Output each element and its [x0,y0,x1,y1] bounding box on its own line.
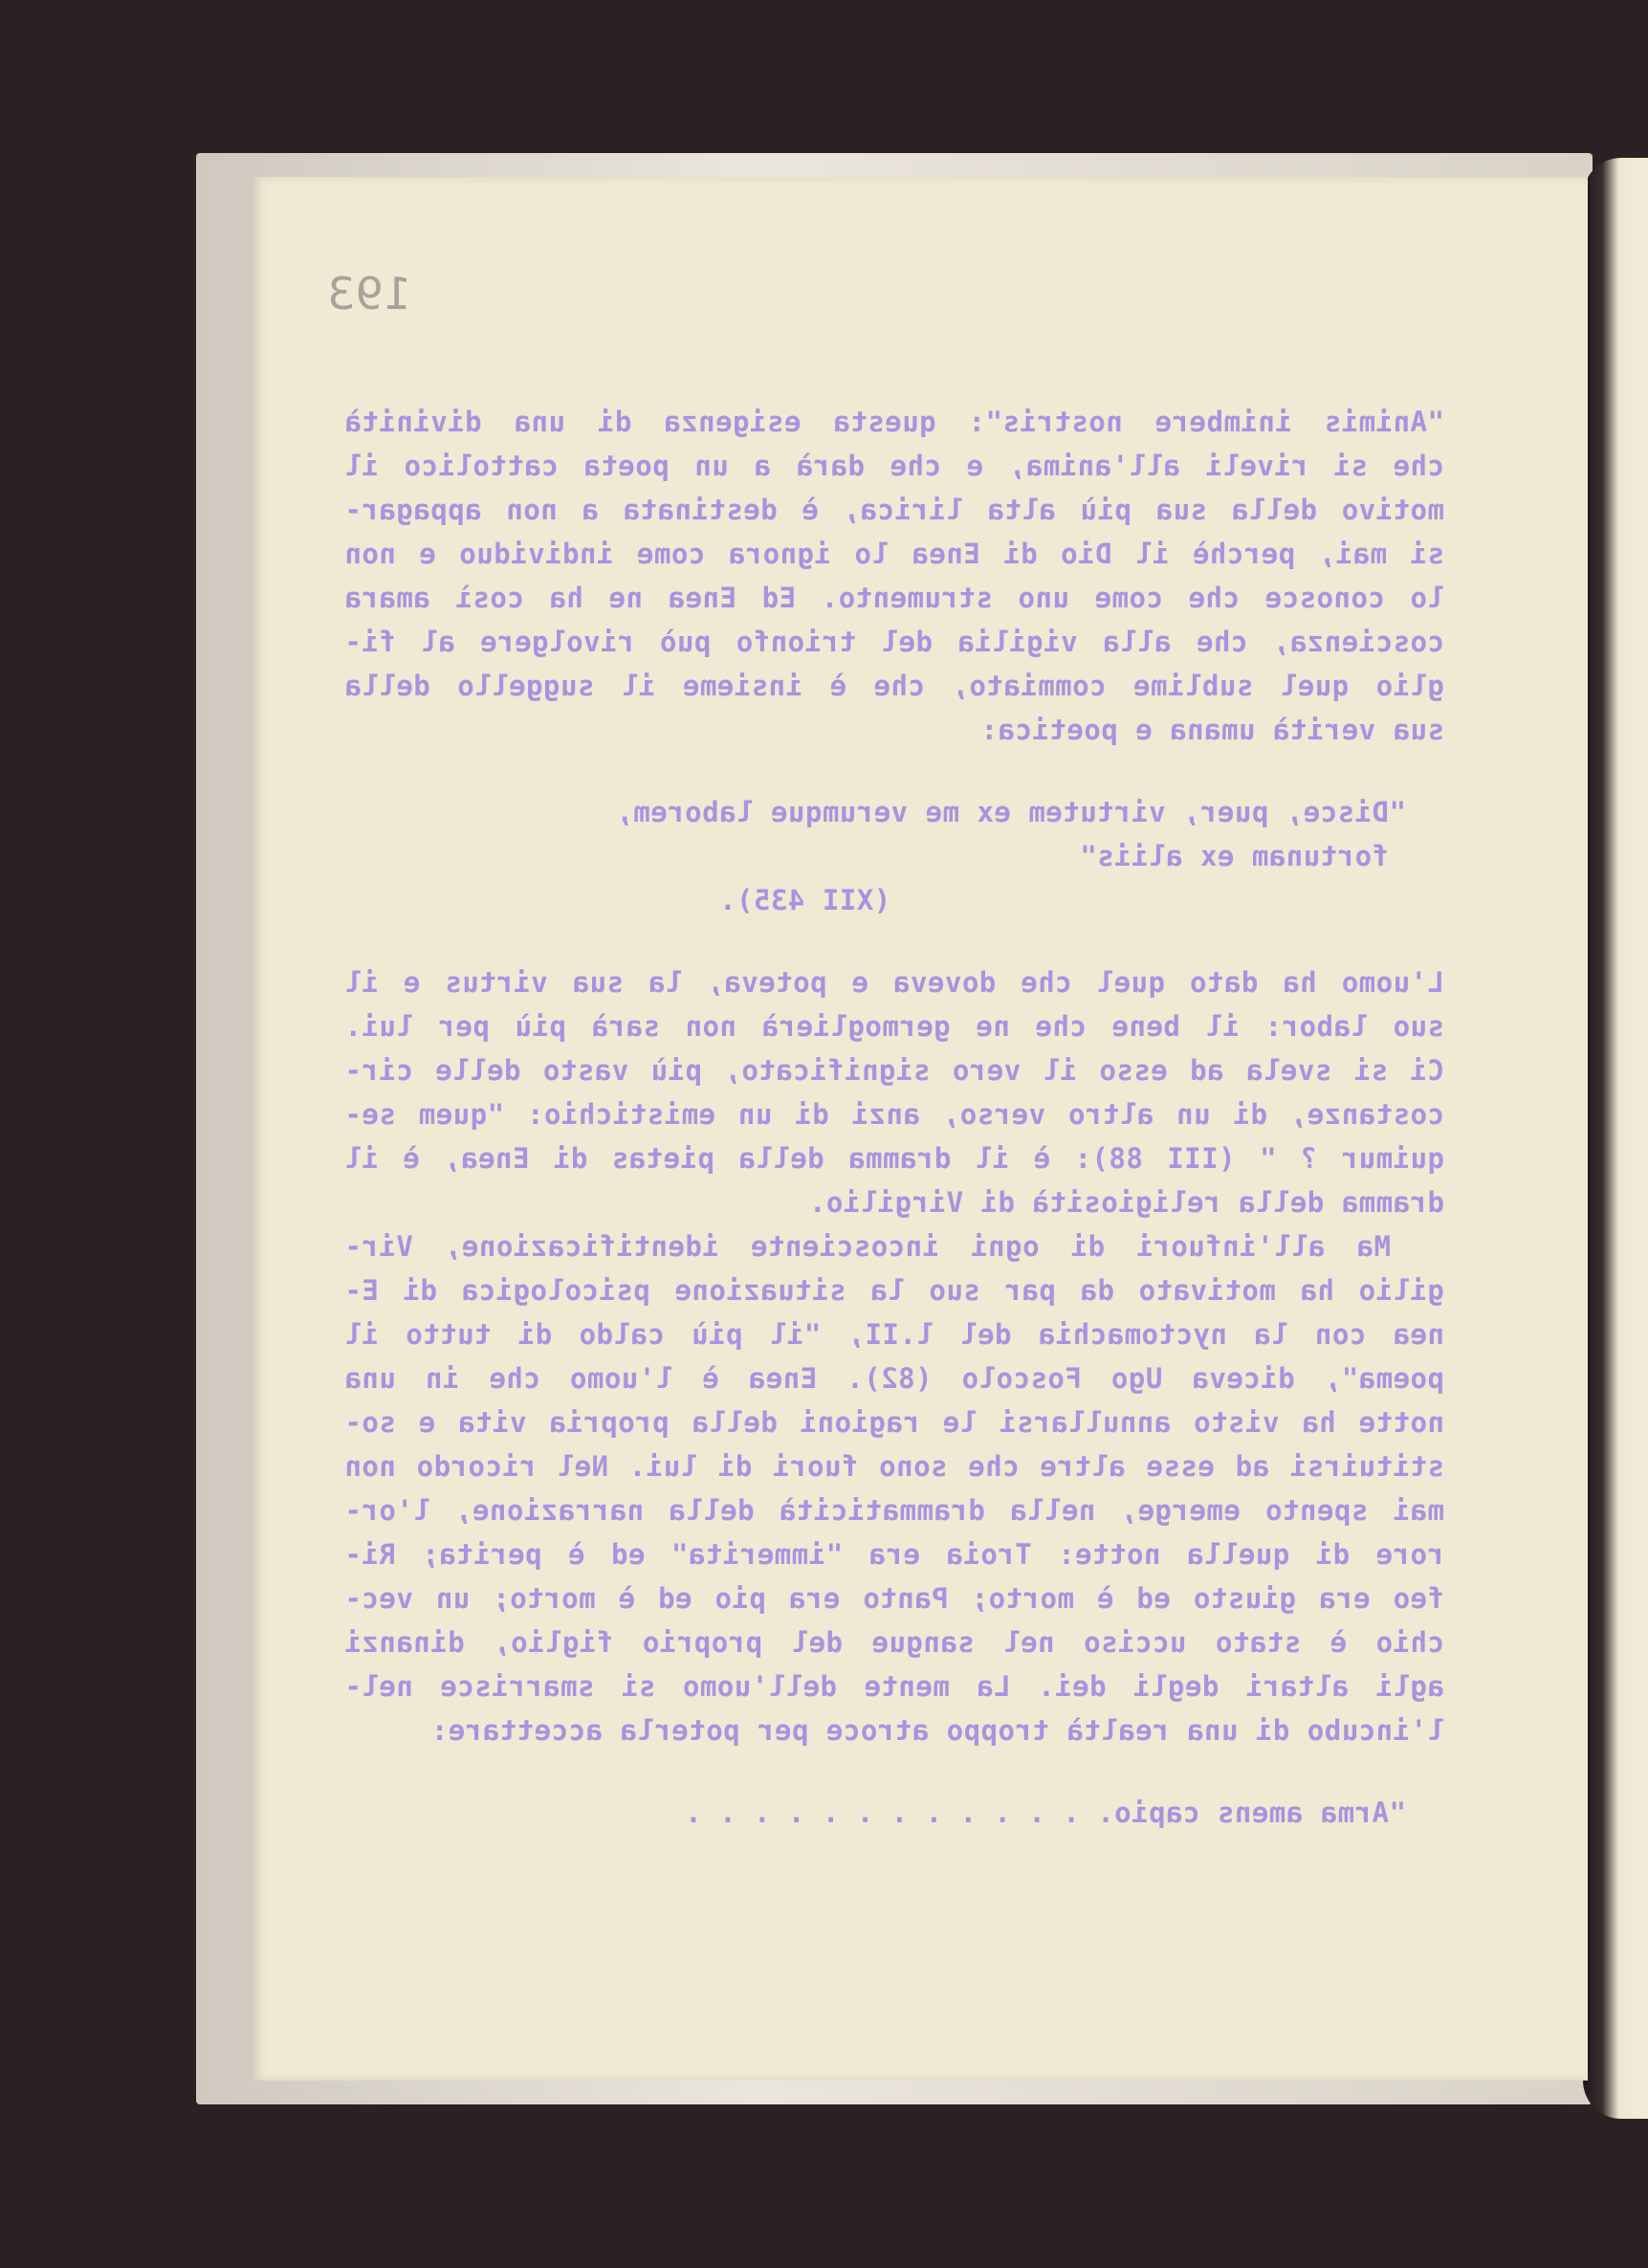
text-line: sua verità umana e poetica: [980,714,1444,746]
text-line: si mai, perchè il Dio di Enea lo ignora come individuo e non [344,538,1444,570]
page-number: 193 [327,268,411,319]
text-line: nea con la nyctomachia del l.II, "il più caldo di tutto il [344,1318,1444,1351]
text-line: chio è stato ucciso nel sangue del proprio figlio, dinanzi [344,1626,1444,1659]
text-line: "Disce, puer, virtutem ex me verumque laborem, [615,796,1406,828]
text-line: (XII 435). [718,884,1406,916]
text-line: lo conosce che come uno strumento. Ed Enea ne ha così amara [344,582,1444,614]
text-line: coscienza, che alla vigilia del trionfo può rivolgere al fi- [344,626,1444,658]
text-line: gilio ha motivato da par suo la situazione psicologica di E- [344,1274,1444,1307]
facing-page-edge [1583,158,1648,2119]
text-line: mai spento emerge, nella drammaticità della narrazione, l'or- [344,1494,1444,1527]
text-line: stituirsi ad esse altre che sono fuori di lui. Nel ricordo non [344,1450,1444,1483]
text-line: "Arma amens capio. . . . . . . . . . . . . [684,1796,1406,1829]
text-line: fortunam ex aliis" [1079,840,1406,872]
text-line: agli altari degli dei. La mente dell'uomo si smarrisce nel- [344,1670,1444,1703]
text-line: Ci si svela ad esso il vero significato, più vasto delle cir- [344,1054,1444,1087]
text-line: motivo della sua più alta lirica, è destinata a non appagar- [344,494,1444,526]
text-line: Ma all'infuori di ogni incosciente identificazione, Vir- [344,1230,1391,1263]
text-line: rore di quella notte: Troia era "immerita" ed è perita; Ri- [344,1538,1444,1571]
text-line: "Animis inimbere nostris": questa esigenza di una divinità [344,406,1444,438]
text-line: glio quel sublime commiato, che è insieme il suggello della [344,670,1444,702]
mirrored-typescript-text [344,400,1444,1835]
text-line: quimur ? " (III 88): è il dramma della pietas di Enea, è il [344,1142,1444,1175]
text-line: notte ha visto annullarsi le ragioni della propria vita e so- [344,1406,1444,1439]
text-line: costanze, di un altro verso, anzi di un emistichio: "quem se- [344,1098,1444,1131]
text-line: l'incubo di una realtà troppo atroce per poterla accettare: [430,1714,1444,1747]
text-line: L'uomo ha dato quel che doveva e poteva, la sua virtus e il [344,966,1444,999]
text-line: dramma della religiosità di Virgilio. [808,1186,1444,1219]
text-line: feo era giusto ed è morto; Panto era pio ed è morto; un vec- [344,1582,1444,1615]
text-line: che si riveli all'anima, e che darà a un poeta cattolico il [344,450,1444,482]
text-line: poema", diceva Ugo Foscolo (82). Enea è l'uomo che in una [344,1362,1444,1395]
text-line: suo labor: il bene che ne germoglierà non sarà più per lui. [344,1010,1444,1043]
